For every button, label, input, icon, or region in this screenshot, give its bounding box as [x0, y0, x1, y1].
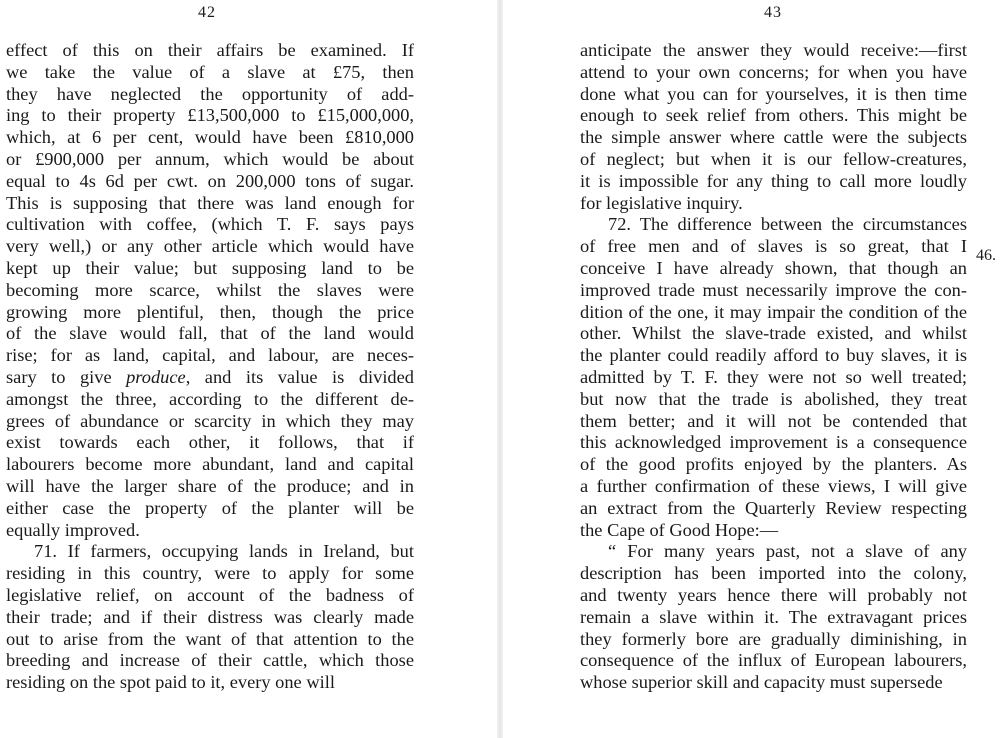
text-line: 72. The difference between the circumstances [608, 214, 967, 235]
text-line: it is impossible for any thing to call more loudly [580, 170, 967, 191]
text-line: 71. If farmers, occupying lands in Ireland, but [34, 541, 414, 562]
text-line: exist towards each other, it follows, that if [6, 432, 414, 453]
text-line: we take the value of a slave at £75, then [6, 61, 414, 82]
text-line: enough to seek relief from others. This might be [580, 105, 967, 126]
left-page-number: 42 [198, 4, 216, 21]
text-line: which, at 6 per cent, would have been £810,000 [6, 127, 414, 148]
text-line: they have neglected the opportunity of add- [6, 83, 414, 104]
text-line: this acknowledged improvement is a consequence [580, 432, 967, 453]
text-line: a further confirmation of these views, I will give [580, 475, 967, 496]
text-line: of free men and of slaves is so great, that I [580, 236, 967, 257]
text-line: equally improved. [6, 519, 140, 540]
text-line: sary to give produce, and its value is divided [6, 366, 414, 387]
text-line: other. Whilst the slave-trade existed, and whilst [580, 323, 967, 344]
text-line: either case the property of the planter will be [6, 497, 414, 518]
text-line: remain a slave within it. The extravagant prices [580, 606, 967, 627]
text-line: anticipate the answer they would receive:—first [580, 40, 967, 60]
text-line: will have the larger share of the produce; and in [6, 475, 414, 496]
left-page-text [6, 40, 414, 694]
text-line: improved trade must necessarily improve the con- [580, 279, 967, 300]
text-line: they formerly bore are gradually diminishing, in [580, 628, 967, 649]
text-line: whose superior skill and capacity must supersede [580, 672, 943, 693]
text-line: consequence of the influx of European labourers, [580, 650, 967, 671]
margin-note: 46. [976, 247, 996, 264]
book-gutter [497, 0, 503, 738]
text-line: the planter could readily afford to buy slaves, it is [580, 345, 967, 366]
text-line: equal to 4s 6d per cwt. on 200,000 tons of sugar. [6, 170, 414, 191]
text-line: of neglect; but when it is our fellow-creatures, [580, 148, 967, 169]
text-line: “ For many years past, not a slave of any [608, 541, 967, 562]
text-line: This is supposing that there was land enough for [6, 192, 414, 213]
text-line: admitted by T. F. they were not so well treated; [580, 366, 967, 387]
text-line: residing on the spot paid to it, every one will [6, 672, 335, 693]
text-line: very well,) or any other article which would have [6, 236, 414, 257]
text-line: kept up their value; but supposing land to be [6, 257, 414, 278]
text-line: grees of abundance or scarcity in which they may [6, 410, 414, 431]
text-line: the Cape of Good Hope:— [580, 519, 779, 540]
right-page-text [580, 40, 967, 694]
text-line: or £900,000 per annum, which would be about [6, 148, 414, 169]
text-line: them better; and it will not be contended that [580, 410, 967, 431]
text-line: growing more plentiful, then, though the price [6, 301, 414, 322]
text-line: amongst the three, according to the different de- [6, 388, 414, 409]
text-line: out to arise from the want of that attention to the [6, 628, 414, 649]
text-line: and twenty years hence there will probably not [580, 584, 967, 605]
text-line: effect of this on their affairs be examined. If [6, 40, 414, 60]
text-line: legislative relief, on account of the badness of [6, 584, 414, 605]
text-line: of the good profits enjoyed by the planters. As [580, 454, 967, 475]
text-line: attend to your own concerns; for when you have [580, 61, 967, 82]
text-line: breeding and increase of their cattle, which those [6, 650, 414, 671]
text-line: description has been imported into the colony, [580, 563, 967, 584]
text-line: rise; for as land, capital, and labour, are neces- [6, 345, 414, 366]
text-line: done what you can for yourselves, it is then time [580, 83, 967, 104]
text-line: labourers become more abundant, land and capital [6, 454, 414, 475]
text-line: dition of the one, it may impair the condition of the [580, 301, 967, 322]
right-page-number: 43 [764, 4, 782, 21]
text-line: an extract from the Quarterly Review respecting [580, 497, 967, 518]
text-line: for legislative inquiry. [580, 192, 743, 213]
text-line: the simple answer where cattle were the subjects [580, 127, 967, 148]
text-line: residing in this country, were to apply for some [6, 563, 414, 584]
text-line: of the slave would fall, that of the land would [6, 323, 414, 344]
text-line: ing to their property £13,500,000 to £15,000,000, [6, 105, 414, 126]
text-line: their trade; and if their distress was clearly made [6, 606, 414, 627]
text-line: conceive I have already shown, that though an [580, 257, 967, 278]
text-line: cultivation with coffee, (which T. F. says pays [6, 214, 414, 235]
text-line: but now that the trade is abolished, they treat [580, 388, 967, 409]
text-line: becoming more scarce, whilst the slaves were [6, 279, 414, 300]
